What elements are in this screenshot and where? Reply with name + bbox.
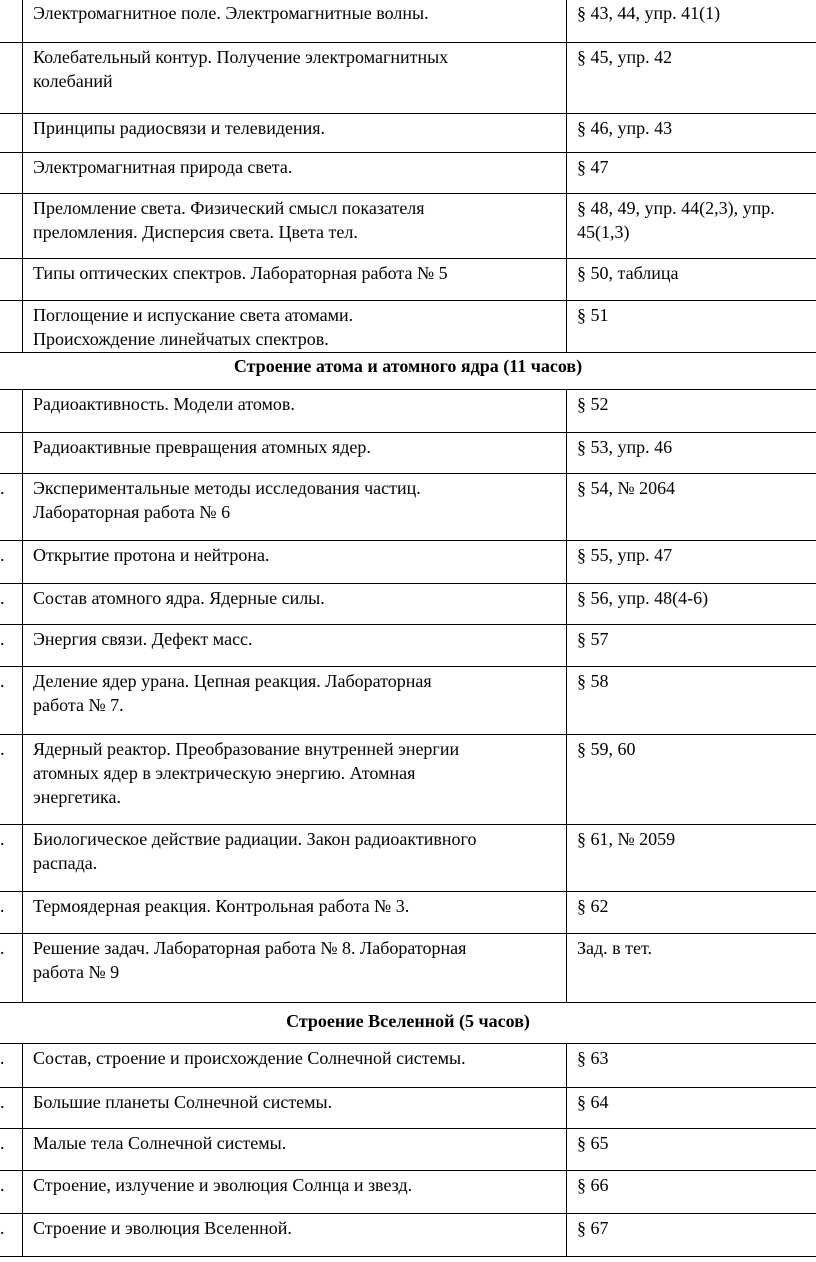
row-number: . xyxy=(0,896,5,916)
row-number: . xyxy=(0,1092,5,1112)
row-number: . xyxy=(0,938,5,958)
topic-cell: Типы оптических спектров. Лабораторная работа № 5 xyxy=(33,263,448,283)
topic-cell: Колебательный контур. Получение электромагнитных xyxy=(33,47,449,67)
reference-cell: § 46, упр. 43 xyxy=(577,118,673,138)
table-border xyxy=(0,42,816,43)
topic-cell: Биологическое действие радиации. Закон радиоактивного xyxy=(33,829,477,849)
topic-cell: преломления. Дисперсия света. Цвета тел. xyxy=(33,222,358,242)
reference-cell: § 51 xyxy=(577,305,609,325)
topic-cell: Лабораторная работа № 6 xyxy=(33,502,231,522)
topic-cell: Энергия связи. Дефект масс. xyxy=(33,629,253,649)
reference-cell: § 43, 44, упр. 41(1) xyxy=(577,3,721,23)
table-border xyxy=(0,193,816,194)
topic-cell: Преломление света. Физический смысл показателя xyxy=(33,198,425,218)
topic-cell: Радиоактивность. Модели атомов. xyxy=(33,394,295,414)
topic-cell: энергетика. xyxy=(33,787,121,807)
reference-cell: § 57 xyxy=(577,629,609,649)
table-border xyxy=(0,933,816,934)
row-number: . xyxy=(0,629,5,649)
reference-cell: § 64 xyxy=(577,1092,609,1112)
table-border xyxy=(0,300,816,301)
topic-cell: Поглощение и испускание света атомами. xyxy=(33,305,354,325)
reference-cell: § 67 xyxy=(577,1218,609,1238)
table-border xyxy=(566,389,567,1002)
row-number: . xyxy=(0,829,5,849)
row-number: . xyxy=(0,588,5,608)
table-border xyxy=(0,1213,816,1214)
table-border xyxy=(0,152,816,153)
row-number: . xyxy=(0,1175,5,1195)
reference-cell: § 56, упр. 48(4-6) xyxy=(577,588,709,608)
topic-cell: Ядерный реактор. Преобразование внутренней энергии xyxy=(33,739,460,759)
row-number: . xyxy=(0,545,5,565)
reference-cell: § 63 xyxy=(577,1048,609,1068)
reference-cell: § 62 xyxy=(577,896,609,916)
table-border xyxy=(0,540,816,541)
table-border xyxy=(22,1043,23,1256)
reference-cell: § 54, № 2064 xyxy=(577,478,676,498)
reference-cell: § 50, таблица xyxy=(577,263,679,283)
table-border xyxy=(0,891,816,892)
topic-cell: работа № 9 xyxy=(33,962,120,982)
table-border xyxy=(0,583,816,584)
reference-cell: Зад. в тет. xyxy=(577,938,653,958)
topic-cell: Строение, излучение и эволюция Солнца и звезд. xyxy=(33,1175,413,1195)
topic-cell: Открытие протона и нейтрона. xyxy=(33,545,270,565)
topic-cell: Электромагнитное поле. Электромагнитные волны. xyxy=(33,3,429,23)
table-border xyxy=(0,1170,816,1171)
reference-cell: § 61, № 2059 xyxy=(577,829,676,849)
table-border xyxy=(566,0,567,352)
topic-cell: работа № 7. xyxy=(33,695,124,715)
reference-cell: § 48, 49, упр. 44(2,3), упр. xyxy=(577,198,775,218)
table-border xyxy=(0,1128,816,1129)
reference-cell: § 65 xyxy=(577,1133,609,1153)
topic-cell: колебаний xyxy=(33,71,113,91)
section-title: Строение атома и атомного ядра (11 часов) xyxy=(233,356,583,376)
table-border xyxy=(22,0,23,352)
table-border xyxy=(0,1043,816,1044)
table-border xyxy=(0,258,816,259)
reference-cell: § 59, 60 xyxy=(577,739,636,759)
table-border xyxy=(0,389,816,390)
table-border xyxy=(0,432,816,433)
row-number: . xyxy=(0,1218,5,1238)
table-border xyxy=(22,389,23,1002)
reference-cell: § 53, упр. 46 xyxy=(577,437,673,457)
reference-cell: § 47 xyxy=(577,157,609,177)
reference-cell: § 55, упр. 47 xyxy=(577,545,673,565)
topic-cell: Малые тела Солнечной системы. xyxy=(33,1133,287,1153)
table-border xyxy=(0,624,816,625)
reference-cell: 45(1,3) xyxy=(577,222,630,242)
row-number: . xyxy=(0,478,5,498)
table-border xyxy=(0,824,816,825)
table-border xyxy=(0,113,816,114)
topic-cell: Термоядерная реакция. Контрольная работа № 3. xyxy=(33,896,410,916)
reference-cell: § 66 xyxy=(577,1175,609,1195)
table-border xyxy=(0,734,816,735)
topic-cell: Происхождение линейчатых спектров. xyxy=(33,329,329,349)
row-number: . xyxy=(0,671,5,691)
topic-cell: Деление ядер урана. Цепная реакция. Лабораторная xyxy=(33,671,432,691)
topic-cell: Строение и эволюция Вселенной. xyxy=(33,1218,292,1238)
row-number: . xyxy=(0,1048,5,1068)
topic-cell: распада. xyxy=(33,853,98,873)
reference-cell: § 58 xyxy=(577,671,609,691)
table-border xyxy=(0,473,816,474)
topic-cell: Электромагнитная природа света. xyxy=(33,157,293,177)
topic-cell: Радиоактивные превращения атомных ядер. xyxy=(33,437,371,457)
table-border xyxy=(0,666,816,667)
topic-cell: Экспериментальные методы исследования частиц. xyxy=(33,478,421,498)
topic-cell: Решение задач. Лабораторная работа № 8. Лабораторная xyxy=(33,938,467,958)
table-border xyxy=(566,1043,567,1256)
row-number: . xyxy=(0,739,5,759)
reference-cell: § 45, упр. 42 xyxy=(577,47,673,67)
topic-cell: Состав, строение и происхождение Солнечной системы. xyxy=(33,1048,466,1068)
table-border xyxy=(0,352,816,353)
section-title: Строение Вселенной (5 часов) xyxy=(286,1011,530,1031)
topic-cell: Состав атомного ядра. Ядерные силы. xyxy=(33,588,325,608)
table-border xyxy=(0,1087,816,1088)
topic-cell: атомных ядер в электрическую энергию. Атомная xyxy=(33,763,416,783)
reference-cell: § 52 xyxy=(577,394,609,414)
table-border xyxy=(0,1002,816,1003)
topic-cell: Большие планеты Солнечной системы. xyxy=(33,1092,333,1112)
table-border xyxy=(0,1256,816,1257)
topic-cell: Принципы радиосвязи и телевидения. xyxy=(33,118,326,138)
row-number: . xyxy=(0,1133,5,1153)
